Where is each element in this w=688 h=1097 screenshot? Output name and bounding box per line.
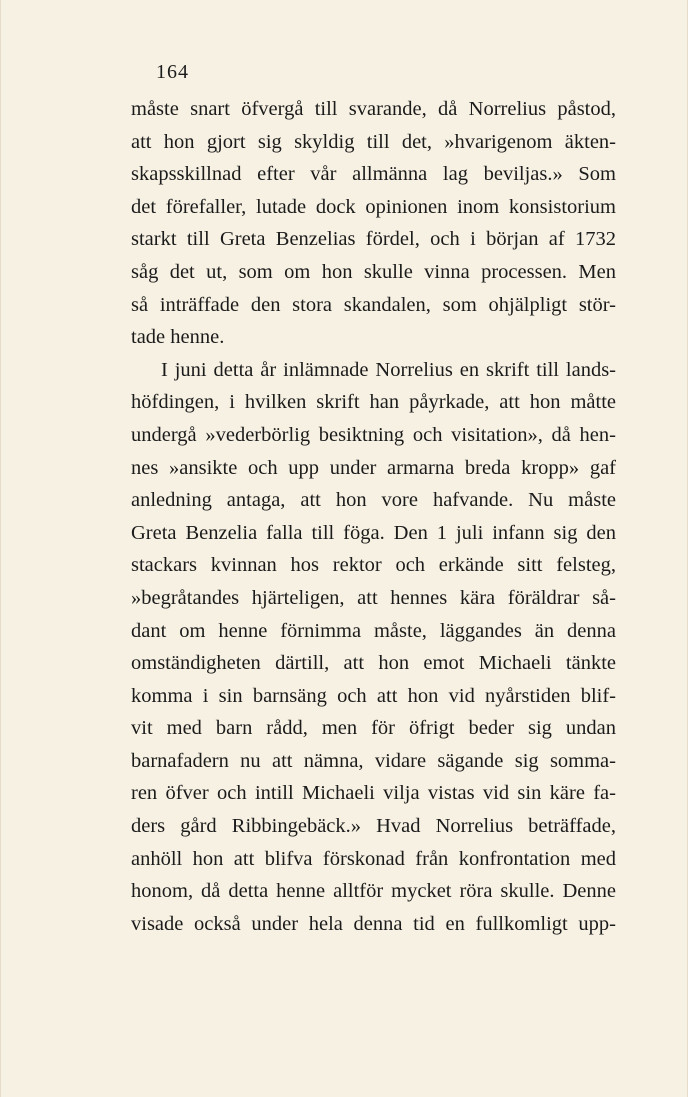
text-line: det förefaller, lutade dock opinionen inom konsistorium: [131, 195, 616, 218]
text-line: så inträffade den stora skandalen, som ohjälpligt stör-: [131, 293, 616, 316]
body-text: [131, 93, 616, 940]
text-line: anledning antaga, att hon vore hafvande. Nu måste: [131, 489, 616, 512]
text-line: tade henne.: [131, 326, 225, 349]
text-line: nes »ansikte och upp under armarna breda kropp» gaf: [131, 456, 616, 479]
text-line: Greta Benzelia falla till föga. Den 1 juli infann sig den: [131, 521, 616, 544]
text-line: stackars kvinnan hos rektor och erkände sitt felsteg,: [131, 554, 616, 577]
text-line: barnafadern nu att nämna, vidare sägande sig somma-: [131, 749, 616, 772]
page-number: 164: [156, 61, 189, 83]
text-line: anhöll hon att blifva förskonad från konfrontation med: [131, 847, 616, 870]
text-line: ders gård Ribbingebäck.» Hvad Norrelius beträffade,: [131, 815, 616, 838]
text-line: visade också under hela denna tid en fullkomligt upp-: [131, 912, 616, 935]
text-line: dant om henne förnimma måste, läggandes än denna: [131, 619, 616, 642]
text-line: att hon gjort sig skyldig till det, »hvarigenom äkten-: [131, 130, 616, 153]
text-line: såg det ut, som om hon skulle vinna processen. Men: [131, 260, 616, 283]
text-line: skapsskillnad efter vår allmänna lag beviljas.» Som: [131, 163, 616, 186]
text-line: höfdingen, i hvilken skrift han påyrkade, att hon måtte: [131, 391, 616, 414]
text-line: omständigheten därtill, att hon emot Michaeli tänkte: [131, 652, 616, 675]
text-line: undergå »vederbörlig besiktning och visitation», då hen-: [131, 423, 616, 446]
text-line: ren öfver och intill Michaeli vilja vistas vid sin käre fa-: [131, 782, 616, 805]
text-line: vit med barn rådd, men för öfrigt beder sig undan: [131, 717, 616, 740]
text-line: starkt till Greta Benzelias fördel, och i början af 1732: [131, 228, 616, 251]
text-line: måste snart öfvergå till svarande, då Norrelius påstod,: [131, 98, 616, 120]
text-line: I juni detta år inlämnade Norrelius en skrift till lands-: [161, 358, 616, 381]
text-line: komma i sin barnsäng och att hon vid nyårstiden blif-: [131, 684, 616, 707]
text-line: »begråtandes hjärteligen, att hennes kära föräldrar så-: [131, 586, 616, 609]
text-line: honom, då detta henne alltför mycket röra skulle. Denne: [131, 880, 616, 903]
